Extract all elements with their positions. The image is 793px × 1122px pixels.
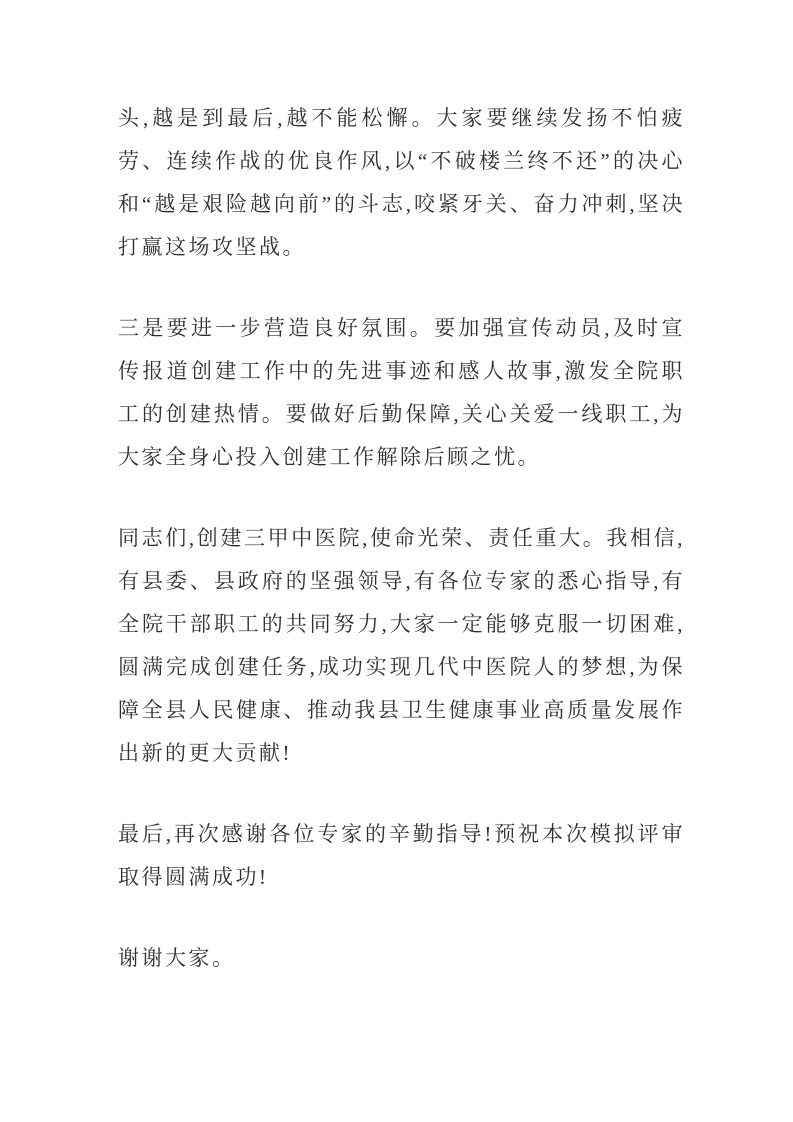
document-body — [118, 97, 685, 980]
paragraph-point-three: 三是要进一步营造良好氛围。要加强宣传动员,及时宣传报道创建工作中的先进事迹和感人故事,激发全院职工的创建热情。要做好后勤保障,关心关爱一线职工,为大家全身心投入创建工作解除后顾之忧。 — [118, 316, 685, 469]
paragraph-continuation: 头,越是到最后,越不能松懈。大家要继续发扬不怕疲劳、连续作战的优良作风,以“不破楼兰终不还”的决心和“越是艰险越向前”的斗志,咬紧牙关、奋力冲刺,坚决打赢这场攻坚战。 — [118, 106, 685, 259]
paragraph-closing-thanks: 最后,再次感谢各位专家的辛勤指导!预祝本次模拟评审取得圆满成功! — [118, 822, 685, 889]
paragraph-thank-you: 谢谢大家。 — [118, 946, 236, 970]
paragraph-comrades: 同志们,创建三甲中医院,使命光荣、责任重大。我相信,有县委、县政府的坚强领导,有各位专家的悉心指导,有全院干部职工的共同努力,大家一定能够克服一切困难,圆满完成创建任务,成功实现几代中医院人的梦想,为保障全县人民健康、推动我县卫生健康事业高质量发展作出新的更大贡献! — [118, 526, 685, 765]
